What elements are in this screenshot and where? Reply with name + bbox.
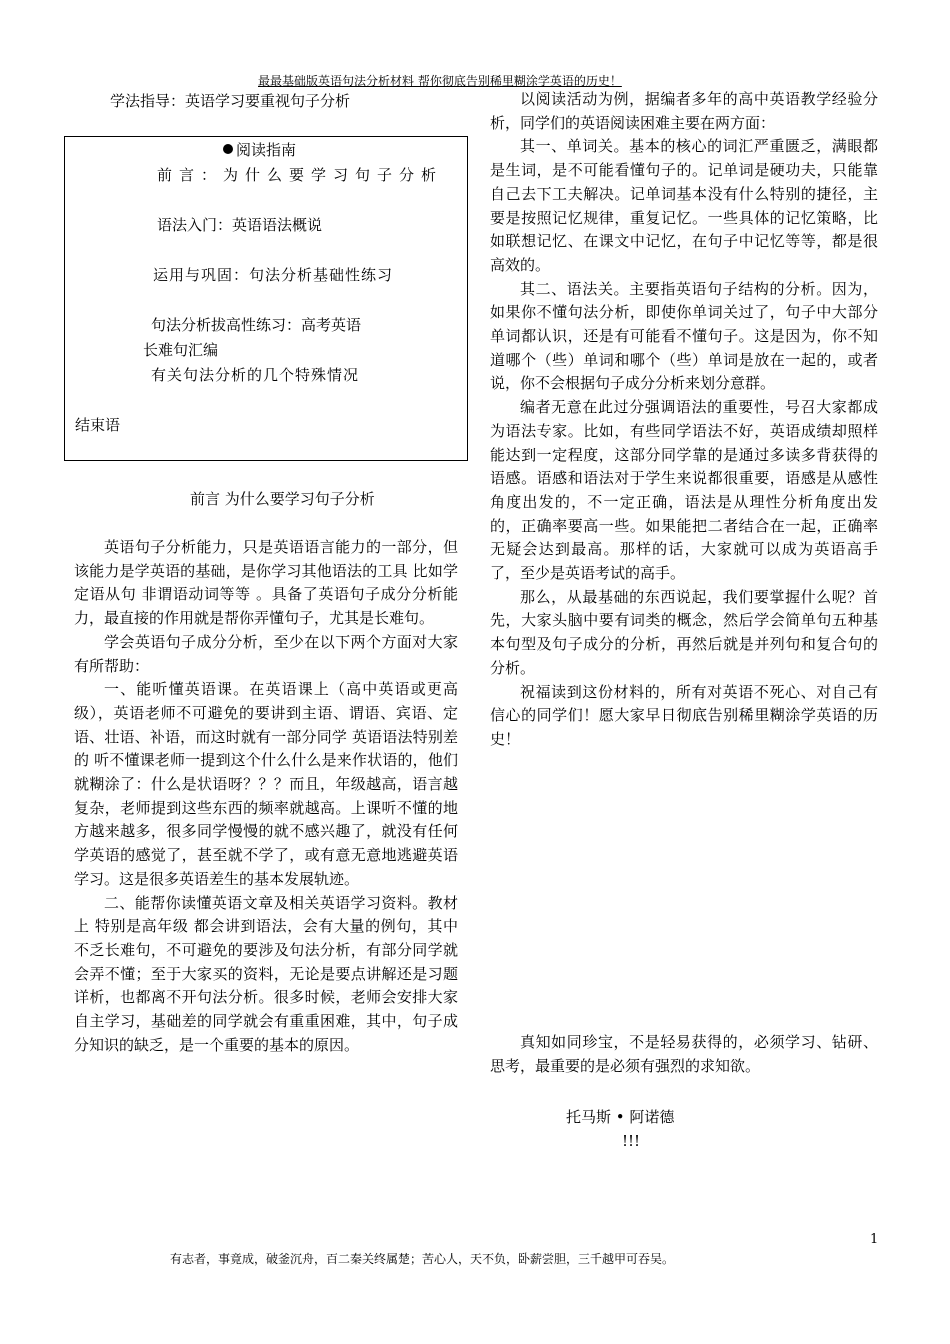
paragraph: 其二、语法关。主要指英语句子结构的分析。因为，如果你不懂句法分析，即使你单词关过了，句子中大部分单词都认识，还是有可能看不懂句子。这是因为，你不知道哪个（些）单词和哪个（些）单词是放在一起的，或者说，你不会根据句子成分分析来划分意群。 [490, 279, 878, 393]
page-number: 1 [870, 1232, 879, 1247]
reading-guide-box [64, 136, 468, 461]
paragraph: 其一、单词关。基本的核心的词汇严重匮乏，满眼都是生词，是不可能看懂句子的。记单词是硬功夫，只能靠自己去下工夫解决。记单词基本没有什么特别的捷径，主要是按照记忆规律，重复记忆。一些具体的记忆策略，比如联想记忆、在课文中记忆，在句子中记忆等等，都是很高效的。 [490, 137, 878, 274]
paragraph: 学会英语句子成分分析，至少在以下两个方面对大家有所帮助： [74, 632, 458, 675]
paragraph: 那么，从最基础的东西说起，我们要掌握什么呢？首先，大家头脑中要有词类的概念，然后学会简单句五种基本句型及句子成分的分析，再然后就是并列句和复合句的分析。 [490, 587, 878, 677]
document-title: 学法指导：英语学习要重视句子分析 [110, 92, 351, 110]
section-heading: 前言 为什么要学习句子分析 [190, 490, 375, 508]
paragraph: 英语句子分析能力，只是英语语言能力的一部分，但该能力是学英语的基础，是你学习其他语法的工具 比如学定语从句 非谓语动词等等 。具备了英语句子成分分析能力，最直接的作用就是帮你弄懂句子，尤其是长难句。 [74, 538, 458, 628]
toc-item-special-cases: 有关句法分析的几个特殊情况 [151, 366, 360, 384]
toc-item-advanced-practice: 句法分析拔高性练习：高考英语 [151, 316, 362, 334]
toc-item-grammar-intro: 语法入门：英语语法概说 [157, 216, 323, 234]
header-top-line: 最最基础版英语句法分析材料 帮你彻底告别稀里糊涂学英语的历史！ [258, 74, 622, 88]
toc-item-long-sentences: 长难句汇编 [143, 341, 219, 359]
paragraph: 一、能听懂英语课。在英语课上（高中英语或更高级），英语老师不可避免的要讲到主语、谓语、宾语、定语、壮语、补语，而这时就有一部分同学 英语语法特别差的 听不懂课老师一提到这个什么什么是来作状语的，他们就糊涂了：什么是状语呀？？？而且，年级越高，语言越复杂，老师提到这些东西的频率就越高。上课听不懂的地方越来越多，很多同学慢慢的就不感兴趣了，就没有任何学英语的感觉了，甚至就不学了，或有意无意地逃避英语学习。这是很多英语差生的基本发展轨迹。 [74, 680, 458, 888]
right-column [490, 88, 878, 752]
left-column [74, 536, 458, 1057]
toc-item-basic-practice: 运用与巩固：句法分析基础性练习 [153, 266, 394, 284]
quote-text: 真知如同珍宝，不是轻易获得的，必须学习、钻研、思考，最重要的是必须有强烈的求知欲。 [490, 1033, 878, 1075]
footer-motto: 有志者，事竟成，破釜沉舟，百二秦关终属楚；苦心人，天不负，卧薪尝胆，三千越甲可吞吴。 [170, 1252, 675, 1266]
bullet-icon [223, 144, 233, 154]
paragraph: 以阅读活动为例，据编者多年的高中英语教学经验分析，同学们的英语阅读困难主要在两方面： [490, 90, 878, 132]
quote-exclaim: !!! [622, 1132, 641, 1150]
paragraph: 二、能帮你读懂英语文章及相关英语学习资料。教材上 特别是高年级 都会讲到语法，会有大量的例句，其中不乏长难句，不可避免的要涉及句法分析，有部分同学就会弄不懂；至于大家买的资料，无论是要点讲解还是习题详析，也都离不开句法分析。很多时候，老师会安排大家自主学习，基础差的同学就会有重重困难，其中，句子成分知识的缺乏，是一个重要的基本的原因。 [74, 893, 458, 1054]
toc-item-conclusion: 结束语 [75, 416, 121, 434]
reading-guide-heading: 阅读指南 [223, 139, 296, 160]
quote-author: 托马斯 • 阿诺德 [566, 1108, 675, 1126]
toc-item-preface: 前言：为什么要学习句子分析 [157, 166, 444, 184]
paragraph: 编者无意在此过分强调语法的重要性，号召大家都成为语法专家。比如，有些同学语法不好，英语成绩却照样能达到一定程度，这部分同学靠的是通过多读多背获得的语感。语感和语法对于学生来说都很重要，语感是从感性角度出发的，不一定正确，语法是从理性分析角度出发的，正确率要高一些。如果能把二者结合在一起，正确率无疑会达到最高。那样的话，大家就可以成为英语高手了，至少是英语考试的高手。 [490, 398, 878, 583]
paragraph: 祝福读到这份材料的，所有对英语不死心、对自己有信心的同学们！愿大家早日彻底告别稀里糊涂学英语的历史！ [490, 682, 878, 748]
